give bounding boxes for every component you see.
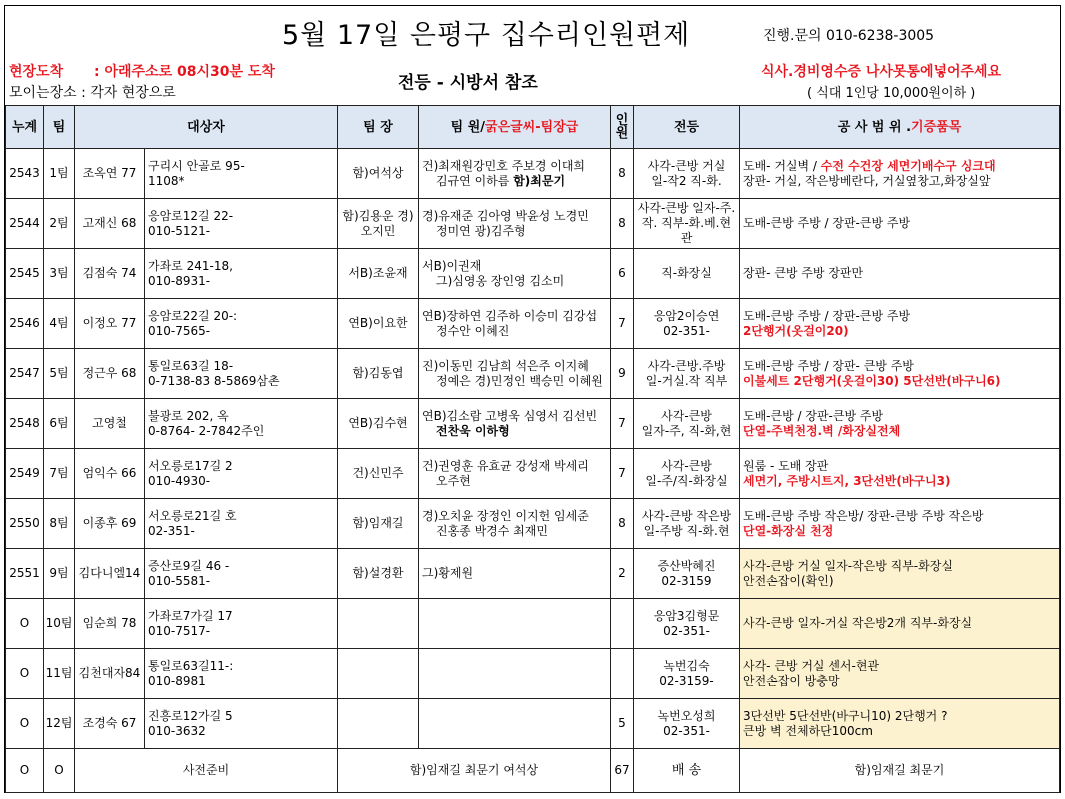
cell-headcount xyxy=(611,649,634,699)
cell-headcount: 2 xyxy=(611,549,634,599)
footer-prep: 사전준비 xyxy=(75,749,338,793)
members-line-2-text: 정예은 경)민정인 백승민 이혜원 xyxy=(436,373,603,388)
scope-line-2 xyxy=(743,374,1056,389)
members-line-2 xyxy=(422,224,607,239)
col-scope-prefix: 공 사 범 위 . xyxy=(837,119,912,135)
scope-line-2 xyxy=(743,424,1056,439)
cell-cumulative: 2550 xyxy=(6,499,44,549)
cell-scope xyxy=(740,349,1060,399)
cell-address xyxy=(145,499,338,549)
address-line-2: 010-7565- xyxy=(148,323,211,338)
cell-cumulative: 2543 xyxy=(6,149,44,199)
cell-cumulative: 2549 xyxy=(6,449,44,499)
address-line-2: 1108* xyxy=(148,173,185,188)
address-line-2: 0-8764- 2-7842주인 xyxy=(148,423,265,438)
scope-line-2-red: 2단행거(옷걸이20) xyxy=(743,323,849,338)
cell-members xyxy=(419,649,611,699)
cell-members xyxy=(419,149,611,199)
cell-lights xyxy=(634,349,740,399)
cell-headcount xyxy=(611,599,634,649)
table-row xyxy=(6,149,1060,199)
table-row xyxy=(6,499,1060,549)
cell-name: 정근우 68 xyxy=(75,349,145,399)
footer-delivery-staff: 함)임재길 최문기 xyxy=(740,749,1060,793)
scope-line-1 xyxy=(743,559,1056,574)
members-line-1: 건)권영훈 유효균 강성재 박세리 xyxy=(422,458,589,473)
address-line-1: 통일로63길11-: xyxy=(148,658,234,673)
cell-team: 8팀 xyxy=(44,499,75,549)
scope-line-1-text: 사각-큰방 일자-거실 작은방2개 직부-화장실 xyxy=(743,616,973,630)
lights-line-2: 02-3159 xyxy=(661,573,712,588)
cell-members xyxy=(419,199,611,249)
cell-scope xyxy=(740,649,1060,699)
address-line-1: 진흥로12가길 5 xyxy=(148,708,233,723)
cell-team: 1팀 xyxy=(44,149,75,199)
members-line-2-text: 진홍종 박경수 최재민 xyxy=(436,523,548,538)
cell-headcount: 8 xyxy=(611,499,634,549)
footer-row xyxy=(6,749,1060,793)
address-line-1: 불광로 202, 옥 xyxy=(148,408,229,423)
cell-address xyxy=(145,449,338,499)
contact-info: 진행.문의 010-6238-3005 xyxy=(763,28,935,44)
cell-cumulative: 2545 xyxy=(6,249,44,299)
lights-line-1: 사각-큰방 xyxy=(661,458,712,473)
cell-leader xyxy=(338,599,419,649)
members-line-2-text: 김규연 이하름 xyxy=(436,173,514,188)
address-line-2: 02-351- xyxy=(148,523,195,538)
col-members xyxy=(419,106,611,149)
cell-members xyxy=(419,249,611,299)
address-line-2: 0-7138-83 8-5869삼촌 xyxy=(148,373,280,388)
address-line-1: 증산로9길 46 - xyxy=(148,558,230,573)
cell-leader xyxy=(338,649,419,699)
cell-name: 고영철 xyxy=(75,399,145,449)
address-line-1: 통일로63길 18- xyxy=(148,358,234,373)
lights-line-2: 일자-주, 직-화,현 xyxy=(641,423,732,438)
table-row xyxy=(6,449,1060,499)
cell-lights xyxy=(634,449,740,499)
lights-line-1: 사각-큰방.주방 xyxy=(647,358,726,373)
cell-address xyxy=(145,599,338,649)
cell-address xyxy=(145,149,338,199)
col-team: 팀 xyxy=(44,106,75,149)
members-line-1: 연B)김소람 고병욱 심영서 김선빈 xyxy=(422,408,598,423)
col-scope xyxy=(740,106,1060,149)
cell-scope xyxy=(740,149,1060,199)
cell-name: 김천대자84 xyxy=(75,649,145,699)
meal-notice: 식사.경비영수증 나사못통에넣어주세요 xyxy=(761,64,1002,80)
scope-line-1 xyxy=(743,309,1056,324)
cell-scope xyxy=(740,299,1060,349)
members-line-2 xyxy=(422,524,607,539)
members-line-2 xyxy=(422,474,607,489)
scope-line-1-text: 도배-큰방 주방 / 장판-큰방 주방 xyxy=(743,216,911,230)
table-row xyxy=(6,699,1060,749)
address-line-2: 010-5121- xyxy=(148,223,211,238)
cell-members xyxy=(419,349,611,399)
cell-team: 2팀 xyxy=(44,199,75,249)
lights-line-2: 02-351- xyxy=(663,723,710,738)
table-row xyxy=(6,249,1060,299)
cell-scope xyxy=(740,549,1060,599)
address-line-1: 서오릉로17길 2 xyxy=(148,458,233,473)
cell-headcount: 6 xyxy=(611,249,634,299)
scope-line-2-text: 장판- 거실, 작은방베란다, 거실옆창고,화장실앞 xyxy=(743,173,991,188)
cell-name: 조경숙 67 xyxy=(75,699,145,749)
cell-name: 이종후 69 xyxy=(75,499,145,549)
col-cumulative: 누계 xyxy=(6,106,44,149)
table-row xyxy=(6,399,1060,449)
members-line-2-bold: 전찬욱 이하형 xyxy=(436,423,510,438)
scope-line-1 xyxy=(743,266,1056,281)
cell-name: 임순희 78 xyxy=(75,599,145,649)
lights-line-1: 응암2이승연 xyxy=(653,308,720,323)
scope-line-2 xyxy=(743,524,1056,539)
members-line-2-text: 정미연 광)김주형 xyxy=(436,223,526,238)
address-line-2: 010-3632 xyxy=(148,723,206,738)
cell-lights xyxy=(634,499,740,549)
members-line-1: 경)오치윤 장정인 이지헌 임세준 xyxy=(422,508,589,523)
lights-line-1: 사각-큰방 작은방 xyxy=(641,508,732,523)
scope-line-1-text: 사각- 큰방 거실 센서-현관 xyxy=(743,658,880,673)
cell-members xyxy=(419,599,611,649)
address-line-2: 010-8981 xyxy=(148,673,206,688)
col-leader: 팀 장 xyxy=(338,106,419,149)
cell-cumulative: 2544 xyxy=(6,199,44,249)
scope-line-1-text: 장판- 큰방 주방 장판만 xyxy=(743,266,864,280)
cell-scope xyxy=(740,449,1060,499)
lights-line-1: 사각-큰방 거실 xyxy=(647,158,726,173)
cell-cumulative: O xyxy=(6,649,44,699)
cell-cumulative: O xyxy=(6,599,44,649)
cell-lights xyxy=(634,149,740,199)
address-line-2: 010-5581- xyxy=(148,573,211,588)
cell-leader: 함)설경환 xyxy=(338,549,419,599)
footer-no: O xyxy=(6,749,44,793)
scope-line-1 xyxy=(743,659,1056,674)
cell-team: 6팀 xyxy=(44,399,75,449)
scope-line-2-red: 세면기, 주방시트지, 3단선반(바구니3) xyxy=(743,473,951,488)
cell-lights xyxy=(634,549,740,599)
members-line-2 xyxy=(422,424,607,439)
cell-lights xyxy=(634,249,740,299)
assignment-table xyxy=(5,105,1060,793)
cell-members xyxy=(419,399,611,449)
scope-line-1-text: 3단선반 5단선반(바구니10) 2단행거 ? xyxy=(743,708,948,723)
cell-cumulative: 2548 xyxy=(6,399,44,449)
cell-leader: 함)여석상 xyxy=(338,149,419,199)
address-line-2: 010-7517- xyxy=(148,623,211,638)
members-line-1: 진)이동민 김남희 석은주 이지혜 xyxy=(422,358,589,373)
lights-line-1: 사각-큰방 일자-주.작. 직부-화.베.현관 xyxy=(637,201,736,245)
scope-line-2-text: 안전손잡이 방충망 xyxy=(743,673,840,688)
cell-lights xyxy=(634,299,740,349)
scope-line-2-text: 큰방 벽 전체하단100cm xyxy=(743,723,873,738)
scope-line-1 xyxy=(743,159,1056,174)
col-members-suffix: 굵은글씨-팀장급 xyxy=(485,119,579,135)
cell-name: 조옥연 77 xyxy=(75,149,145,199)
address-line-1: 구리시 안골로 95- xyxy=(148,158,245,173)
cell-headcount: 9 xyxy=(611,349,634,399)
members-line-1: 건)최재원강민호 주보경 이대희 xyxy=(422,158,586,173)
cell-name: 고재신 68 xyxy=(75,199,145,249)
cell-members xyxy=(419,499,611,549)
scope-line-1-text: 도배- 거실벽 / xyxy=(743,158,821,173)
members-line-2-text: 정수안 이혜진 xyxy=(436,323,510,338)
cell-leader: 연B)이요한 xyxy=(338,299,419,349)
scope-line-1-text: 도배-큰방 / 장판-큰방 주방 xyxy=(743,408,884,423)
cell-address xyxy=(145,349,338,399)
cell-team: 12팀 xyxy=(44,699,75,749)
scope-line-1 xyxy=(743,459,1056,474)
lights-line-1: 녹번오성희 xyxy=(657,708,716,723)
cell-scope xyxy=(740,699,1060,749)
cell-headcount: 7 xyxy=(611,299,634,349)
cell-leader: 건)신민주 xyxy=(338,449,419,499)
header-row xyxy=(6,106,1060,149)
scope-line-1-text: 도배-큰방 주방 / 장판- 큰방 주방 xyxy=(743,358,914,373)
scope-line-1-red: 수전 수건장 세면기배수구 싱크대 xyxy=(820,158,996,173)
footer-prep-staff: 함)임재길 최문기 여석상 xyxy=(338,749,611,793)
cell-name: 이정오 77 xyxy=(75,299,145,349)
col-headcount: 인원 xyxy=(611,106,634,149)
arrival-text: : 아래주소로 08시30분 도착 xyxy=(94,64,275,80)
members-line-1: 그)황제원 xyxy=(422,566,474,580)
scope-line-1 xyxy=(743,409,1056,424)
cell-members xyxy=(419,449,611,499)
address-line-1: 응암로22길 20-: xyxy=(148,308,238,323)
members-line-2 xyxy=(422,274,607,289)
cell-members xyxy=(419,699,611,749)
scope-line-2 xyxy=(743,574,1056,589)
scope-line-1-text: 사각-큰방 거실 일자-작은방 직부-화장실 xyxy=(743,558,953,573)
col-target: 대상자 xyxy=(75,106,338,149)
footer-delivery: 배 송 xyxy=(634,749,740,793)
cell-headcount: 8 xyxy=(611,149,634,199)
lights-line-1: 사각-큰방 xyxy=(661,408,712,423)
cell-leader: 함)김동엽 xyxy=(338,349,419,399)
cell-address xyxy=(145,249,338,299)
scope-line-1 xyxy=(743,359,1056,374)
col-lights: 전등 xyxy=(634,106,740,149)
table-row xyxy=(6,349,1060,399)
table-row xyxy=(6,199,1060,249)
cell-headcount: 7 xyxy=(611,449,634,499)
table-row xyxy=(6,599,1060,649)
cell-leader xyxy=(338,699,419,749)
lights-line-1: 증산박혜진 xyxy=(657,558,716,573)
scope-line-1-text: 도배-큰방 주방 / 장판-큰방 주방 xyxy=(743,308,911,323)
lights-line-2: 일-거실.작 직부 xyxy=(645,373,728,388)
cell-lights xyxy=(634,699,740,749)
scope-line-2 xyxy=(743,724,1056,739)
col-members-prefix: 팀 원/ xyxy=(450,119,486,135)
lights-line-2: 02-351- xyxy=(663,623,710,638)
table-row xyxy=(6,549,1060,599)
members-line-2 xyxy=(422,374,607,389)
scope-line-2 xyxy=(743,674,1056,689)
address-line-1: 가좌로7가길 17 xyxy=(148,608,233,623)
lights-line-2: 일-주방 직-화.현 xyxy=(643,523,730,538)
table-row xyxy=(6,299,1060,349)
scope-line-2 xyxy=(743,174,1056,189)
lights-line-1: 직-화장실 xyxy=(661,266,712,280)
meeting-place: 모이는장소 : 각자 현장으로 xyxy=(9,85,176,101)
members-line-1: 경)유재준 김아영 박윤성 노경민 xyxy=(422,208,589,223)
scope-line-2-text: 안전손잡이(확인) xyxy=(743,573,834,588)
cell-name: 김점숙 74 xyxy=(75,249,145,299)
scope-line-2 xyxy=(743,324,1056,339)
cell-team: 10팀 xyxy=(44,599,75,649)
cell-team: 4팀 xyxy=(44,299,75,349)
cell-members xyxy=(419,299,611,349)
cell-cumulative: 2551 xyxy=(6,549,44,599)
scope-line-2-red: 이불세트 2단행거(옷걸이30) 5단선반(바구니6) xyxy=(743,373,1001,388)
lights-line-2: 02-3159- xyxy=(659,673,714,688)
cell-team: 7팀 xyxy=(44,449,75,499)
meal-rate: ( 식대 1인당 10,000원이하 ) xyxy=(807,86,976,101)
col-scope-suffix: 기증품목 xyxy=(911,119,962,135)
cell-address xyxy=(145,549,338,599)
members-line-2-bold: 함)최문기 xyxy=(513,173,566,188)
cell-headcount: 8 xyxy=(611,199,634,249)
scope-line-1 xyxy=(743,509,1056,524)
cell-name: 엄익수 66 xyxy=(75,449,145,499)
address-line-1: 서오릉로21길 호 xyxy=(148,508,237,523)
cell-scope xyxy=(740,249,1060,299)
cell-leader: 함)김용운 경)오지민 xyxy=(338,199,419,249)
members-line-2 xyxy=(422,174,607,189)
lights-line-1: 녹번김숙 xyxy=(663,658,710,673)
members-line-1: 서B)이권재 xyxy=(422,258,482,273)
address-line-1: 응암로12길 22- xyxy=(148,208,234,223)
cell-team: 5팀 xyxy=(44,349,75,399)
members-line-2-text: 오주현 xyxy=(436,473,471,488)
cell-leader: 연B)김수현 xyxy=(338,399,419,449)
address-line-2: 010-4930- xyxy=(148,473,211,488)
scope-line-1 xyxy=(743,216,1056,231)
scope-line-2-red: 단열-화장실 천정 xyxy=(743,523,834,538)
cell-team: 11팀 xyxy=(44,649,75,699)
members-line-1: 연B)장하연 김주하 이승미 김강섭 xyxy=(422,308,598,323)
arrival-label: 현장도착 xyxy=(9,64,64,80)
cell-members xyxy=(419,549,611,599)
cell-lights xyxy=(634,599,740,649)
cell-scope xyxy=(740,399,1060,449)
cell-scope xyxy=(740,499,1060,549)
cell-leader: 서B)조윤재 xyxy=(338,249,419,299)
cell-leader: 함)임재길 xyxy=(338,499,419,549)
cell-team: 3팀 xyxy=(44,249,75,299)
cell-cumulative: O xyxy=(6,699,44,749)
cell-lights xyxy=(634,199,740,249)
cell-address xyxy=(145,199,338,249)
cell-headcount: 7 xyxy=(611,399,634,449)
scope-line-2 xyxy=(743,474,1056,489)
cell-scope xyxy=(740,599,1060,649)
cell-address xyxy=(145,399,338,449)
scope-line-1 xyxy=(743,616,1056,631)
page-title: 5월 17일 은평구 집수리인원편제 xyxy=(282,20,691,51)
lights-line-2: 02-351- xyxy=(663,323,710,338)
center-note: 전등 - 시방서 참조 xyxy=(398,73,538,93)
cell-lights xyxy=(634,649,740,699)
scope-line-1-text: 원룸 - 도배 장판 xyxy=(743,458,829,473)
scope-line-1-text: 도배-큰방 주방 작은방/ 장판-큰방 주방 작은방 xyxy=(743,508,984,523)
cell-team: 9팀 xyxy=(44,549,75,599)
members-line-2 xyxy=(422,324,607,339)
cell-name: 김다니엘14 xyxy=(75,549,145,599)
cell-headcount: 5 xyxy=(611,699,634,749)
cell-address xyxy=(145,299,338,349)
cell-scope xyxy=(740,199,1060,249)
scope-line-2-red: 단열-주벽천정.벽 /화장실전체 xyxy=(743,423,901,438)
lights-line-1: 응암3김형문 xyxy=(653,608,720,623)
scope-line-1 xyxy=(743,709,1056,724)
address-line-2: 010-8931- xyxy=(148,273,211,288)
cell-address xyxy=(145,699,338,749)
members-line-2-text: 그)심영옹 장인영 김소미 xyxy=(436,273,565,288)
footer-team: O xyxy=(44,749,75,793)
cell-lights xyxy=(634,399,740,449)
footer-total: 67 xyxy=(611,749,634,793)
table-row xyxy=(6,649,1060,699)
cell-cumulative: 2546 xyxy=(6,299,44,349)
cell-cumulative: 2547 xyxy=(6,349,44,399)
address-line-1: 가좌로 241-18, xyxy=(148,258,233,273)
lights-line-2: 일-작2 직-화. xyxy=(651,173,722,188)
cell-address xyxy=(145,649,338,699)
lights-line-2: 일-주/직-화장실 xyxy=(645,473,728,488)
